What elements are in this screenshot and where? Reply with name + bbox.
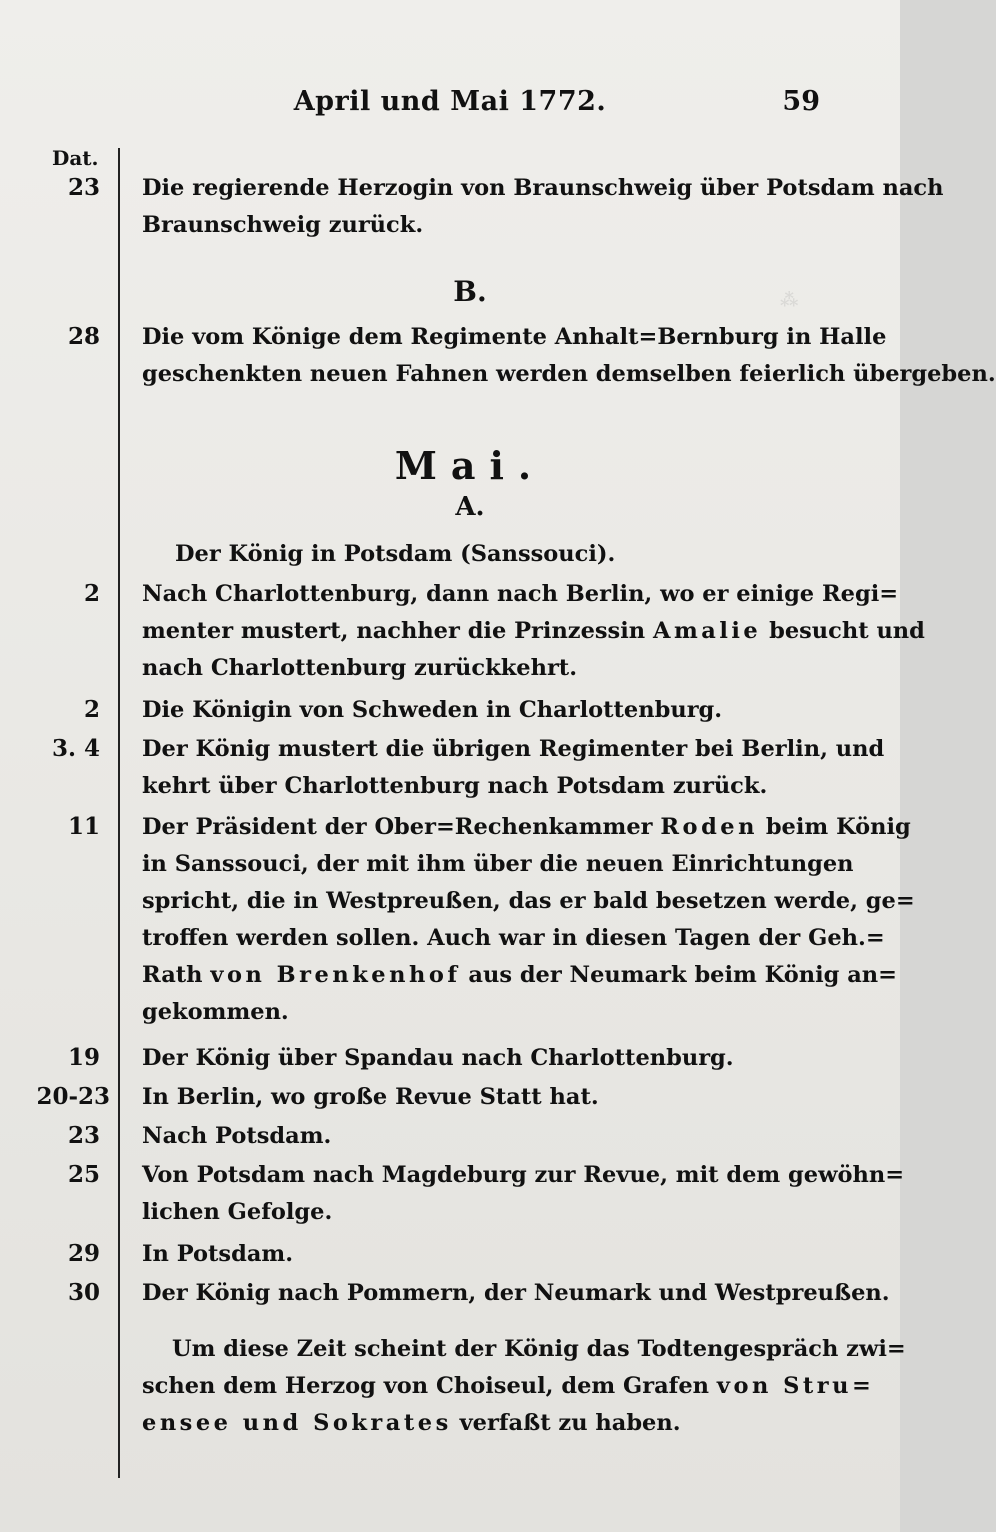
entry-line: Die Königin von Schweden in Charlottenburg. <box>142 697 723 723</box>
closing-note-line <box>142 1405 818 1442</box>
person-name-roden: Roden <box>660 814 758 840</box>
entry-date: 25 <box>67 1161 100 1188</box>
entry-line: gekommen. <box>142 999 289 1025</box>
entry-line: In Berlin, wo große Revue Statt hat. <box>142 1084 599 1110</box>
entry-line: troffen werden sollen. Auch war in diesen Tagen der Geh.= <box>142 925 885 951</box>
entry-date: 29 <box>67 1240 100 1267</box>
entry-text <box>142 731 885 805</box>
person-name-brenkenhof: von Brenkenhof <box>210 962 461 988</box>
entry-text <box>142 1040 818 1077</box>
entry-date: 2 <box>83 696 100 723</box>
entry-line: geschenkten neuen Fahnen werden demselben feierlich übergeben. <box>142 361 996 387</box>
entry-line: Die regierende Herzogin von Braunschweig über Potsdam nach <box>142 175 944 201</box>
entry-text <box>142 692 818 729</box>
date-column-rule <box>118 148 120 1478</box>
entry-line: Die vom Könige dem Regimente Anhalt=Bernburg in Halle <box>142 324 887 350</box>
entry-line: Braunschweig zurück. <box>142 212 424 238</box>
closing-note-line: Um diese Zeit scheint der König das Todtengespräch zwi= <box>172 1336 906 1362</box>
entry-text <box>142 319 996 393</box>
entry-text <box>142 1275 890 1312</box>
entry-text <box>142 170 944 244</box>
entry-line: Der König mustert die übrigen Regimenter bei Berlin, und <box>142 736 885 762</box>
entry-text <box>142 1157 905 1231</box>
entry-line: kehrt über Charlottenburg nach Potsdam zurück. <box>142 773 768 799</box>
entry-date: 19 <box>67 1044 100 1071</box>
closing-note <box>142 1331 906 1442</box>
entry-date: 3. 4 <box>51 735 100 762</box>
section-heading-b: B. <box>453 275 487 308</box>
entry-date: 23 <box>67 1122 100 1149</box>
entry-date: 28 <box>67 323 100 350</box>
entry-line: Nach Potsdam. <box>142 1123 332 1149</box>
entry-text <box>142 1118 818 1155</box>
entry-line <box>142 613 925 650</box>
date-column-label: Dat. <box>52 146 99 170</box>
person-names-spaced: ensee und Sokrates <box>142 1410 452 1436</box>
entry-line-part: Rath <box>142 962 203 988</box>
page-number: 59 <box>782 86 820 117</box>
entry-line: Der König in Potsdam (Sanssouci). <box>175 541 616 567</box>
entry-line: lichen Gefolge. <box>142 1199 333 1225</box>
entry-date: 30 <box>67 1279 100 1306</box>
entry-date: 23 <box>67 174 100 201</box>
running-header-title: April und Mai 1772. <box>293 86 607 117</box>
entry-line: Von Potsdam nach Magdeburg zur Revue, mit dem gewöhn= <box>142 1162 905 1188</box>
entry-line-part: aus der Neumark beim König an= <box>468 962 898 988</box>
closing-note-line <box>142 1368 875 1405</box>
entry-line: nach Charlottenburg zurückkehrt. <box>142 655 578 681</box>
entry-text <box>142 809 915 1031</box>
entry-line-part: Der Präsident der Ober=Rechenkammer <box>142 814 653 840</box>
person-name-amalie: Amalie <box>652 618 762 644</box>
entry-line: spricht, die in Westpreußen, das er bald besetzen werde, ge= <box>142 888 915 914</box>
entry-line-part: besucht und <box>769 618 925 644</box>
entry-line <box>142 809 911 846</box>
entry-date: 11 <box>67 813 100 840</box>
person-name-struensee: von Stru= <box>716 1373 875 1399</box>
month-heading-mai: Mai. <box>394 443 546 488</box>
entry-line-part: beim König <box>765 814 911 840</box>
entry-line <box>142 957 898 994</box>
entry-line: in Sanssouci, der mit ihm über die neuen Einrichtungen <box>142 851 854 877</box>
entry-date: 2 <box>83 580 100 607</box>
entry-text <box>175 536 815 573</box>
entry-line: Nach Charlottenburg, dann nach Berlin, wo er einige Regi= <box>142 581 899 607</box>
entry-text <box>142 1236 818 1273</box>
entry-line: Der König nach Pommern, der Neumark und Westpreußen. <box>142 1280 890 1306</box>
entry-line-part: menter mustert, nachher die Prinzessin <box>142 618 646 644</box>
entry-text <box>142 576 925 687</box>
section-heading-a: A. <box>455 492 485 522</box>
entry-date: 20-23 <box>36 1083 110 1110</box>
entry-line: In Potsdam. <box>142 1241 294 1267</box>
entry-text <box>142 1079 818 1116</box>
bleed-through-mark: ⁂ <box>780 290 799 311</box>
entry-line: Der König über Spandau nach Charlottenburg. <box>142 1045 734 1071</box>
closing-note-part: schen dem Herzog von Choiseul, dem Grafen <box>142 1373 710 1399</box>
closing-note-part: verfaßt zu haben. <box>459 1410 681 1436</box>
